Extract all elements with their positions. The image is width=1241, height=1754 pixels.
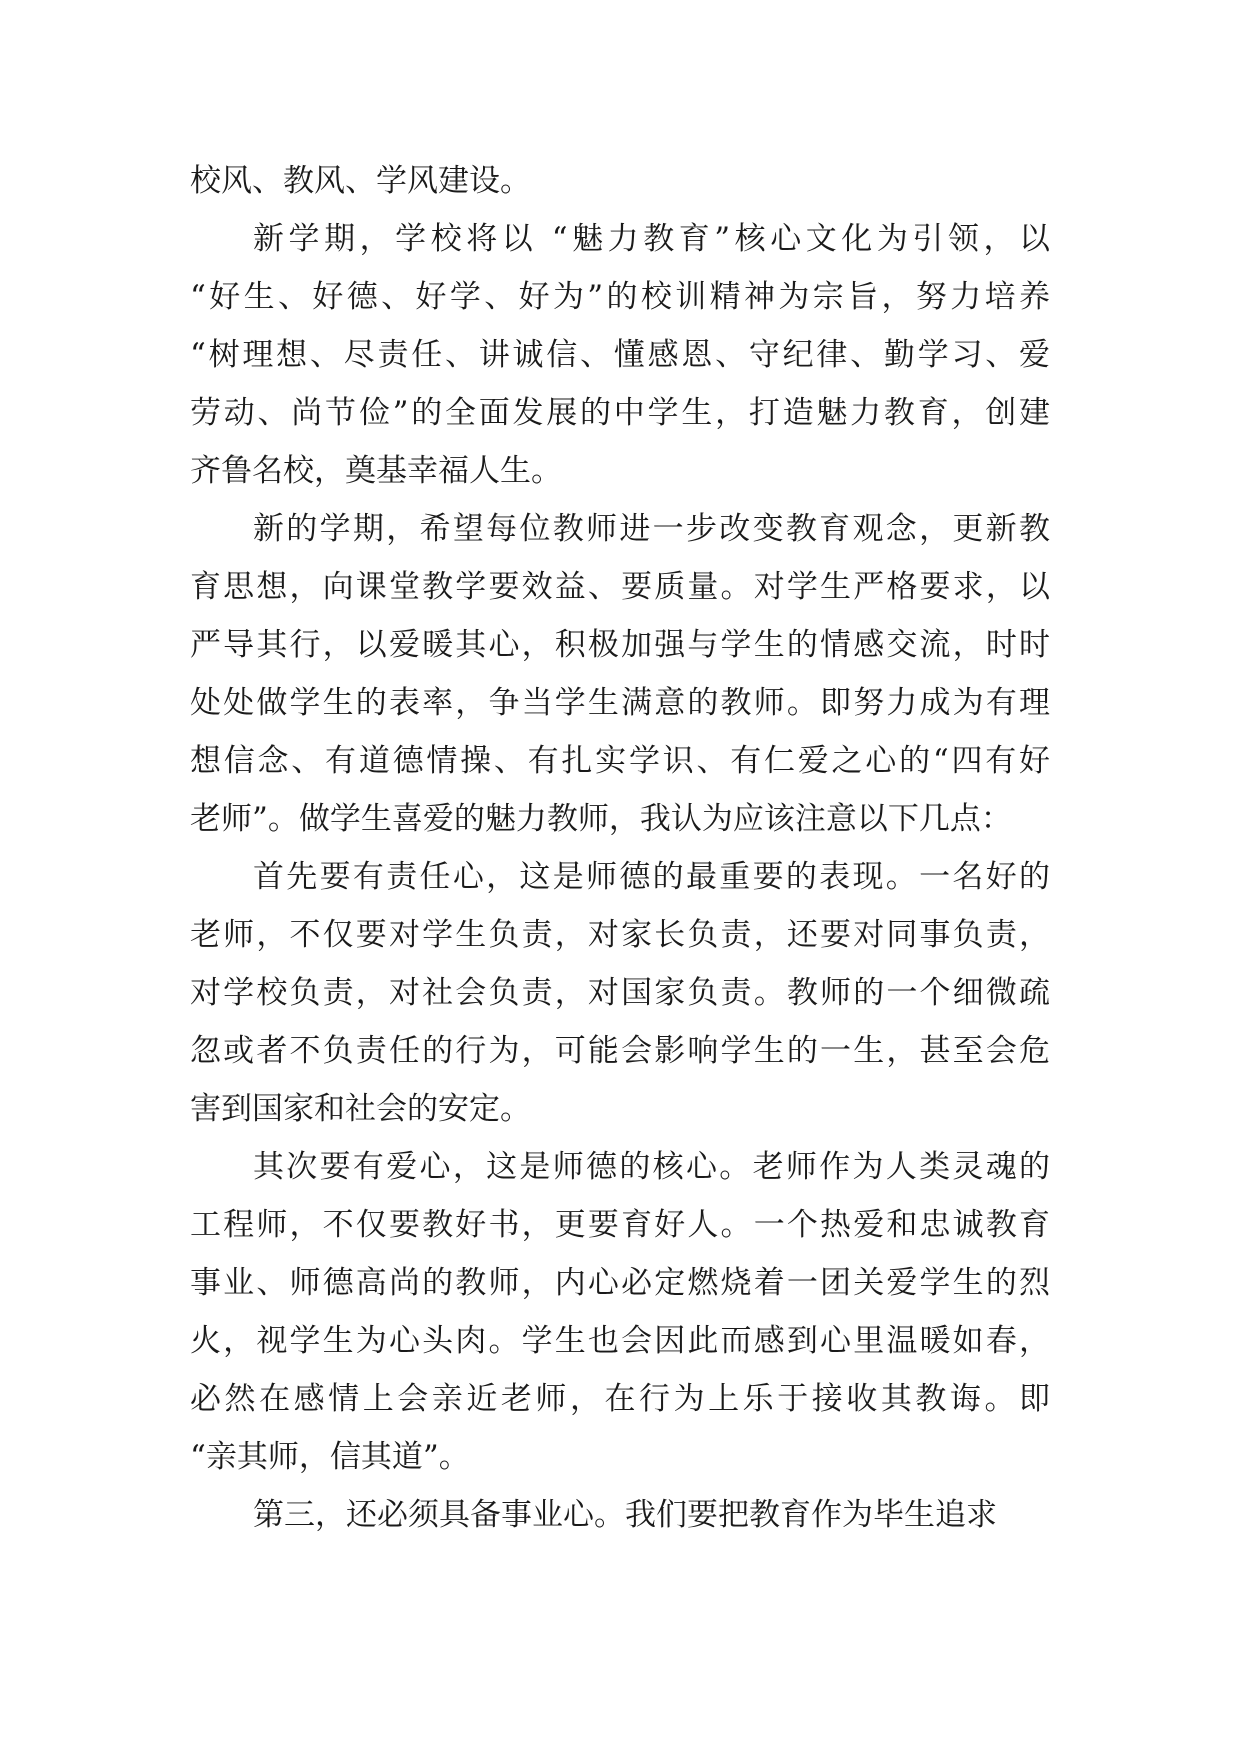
text-line: 育思想，向课堂教学要效益、要质量。对学生严格要求，以 (190, 569, 1050, 605)
text-line: 想信念、有道德情操、有扎实学识、有仁爱之心的“四有好 (190, 743, 1050, 779)
paragraph (190, 210, 1050, 500)
text-line: 新学期，学校将以 “魅力教育”核心文化为引领，以 (253, 221, 1050, 257)
text-line: 齐鲁名校，奠基幸福人生。 (190, 453, 562, 489)
text-line: 老师，不仅要对学生负责，对家长负责，还要对同事负责， (190, 917, 1050, 953)
paragraph (190, 848, 1050, 1138)
text-line: 老师”。做学生喜爱的魅力教师，我认为应该注意以下几点： (190, 801, 1012, 837)
text-line: 害到国家和社会的安定。 (190, 1091, 531, 1127)
text-line: 校风、教风、学风建设。 (190, 163, 531, 199)
paragraph (190, 152, 1050, 210)
text-line: 必然在感情上会亲近老师，在行为上乐于接收其教诲。即 (190, 1381, 1050, 1417)
text-line: 新的学期，希望每位教师进一步改变教育观念，更新教 (253, 511, 1050, 547)
paragraph (190, 500, 1050, 848)
text-line: 事业、师德高尚的教师，内心必定燃烧着一团关爱学生的烈 (190, 1265, 1050, 1301)
document-body (190, 152, 1050, 1544)
text-line: “树理想、尽责任、讲诚信、懂感恩、守纪律、勤学习、爱 (190, 337, 1050, 373)
text-line: 对学校负责，对社会负责，对国家负责。教师的一个细微疏 (190, 975, 1050, 1011)
text-line: 火，视学生为心头肉。学生也会因此而感到心里温暖如春， (190, 1323, 1050, 1359)
paragraph (190, 1486, 1050, 1544)
text-line: 处处做学生的表率，争当学生满意的教师。即努力成为有理 (190, 685, 1050, 721)
text-line: 第三，还必须具备事业心。我们要把教育作为毕生追求 (253, 1497, 997, 1533)
text-line: 忽或者不负责任的行为，可能会影响学生的一生，甚至会危 (190, 1033, 1050, 1069)
text-line: 首先要有责任心，这是师德的最重要的表现。一名好的 (253, 859, 1050, 895)
text-line: “亲其师，信其道”。 (190, 1439, 470, 1475)
text-line: 劳动、尚节俭”的全面发展的中学生，打造魅力教育，创建 (190, 395, 1050, 431)
text-line: 严导其行，以爱暖其心，积极加强与学生的情感交流，时时 (190, 627, 1050, 663)
text-line: 其次要有爱心，这是师德的核心。老师作为人类灵魂的 (253, 1149, 1050, 1185)
text-line: 工程师，不仅要教好书，更要育好人。一个热爱和忠诚教育 (190, 1207, 1050, 1243)
text-line: “好生、好德、好学、好为”的校训精神为宗旨，努力培养 (190, 279, 1050, 315)
paragraph (190, 1138, 1050, 1486)
